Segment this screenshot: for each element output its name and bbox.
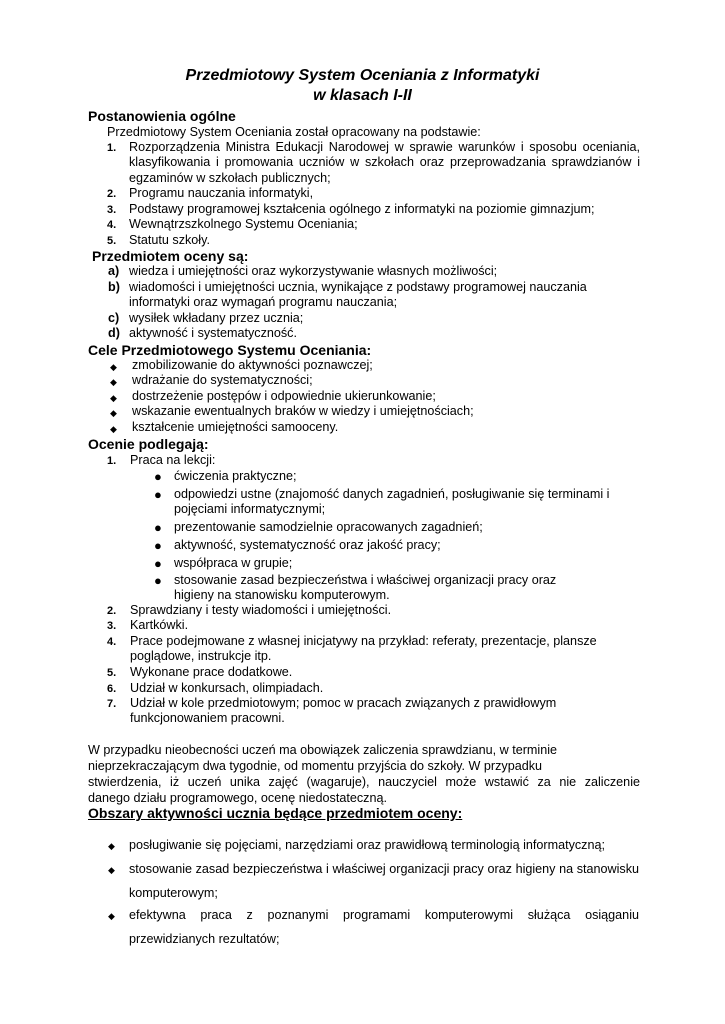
list-item-text: dostrzeżenie postępów i odpowiednie ukierunkowanie; [132,389,436,403]
list-number: 1. [107,455,117,467]
list-number: 5. [107,235,117,247]
diamond-bullet-icon: ◆ [108,911,115,921]
list-item-text: Udział w konkursach, olimpiadach. [130,681,324,695]
document-subtitle: w klasach I-II [313,87,412,104]
list-item-text: Podstawy programowej kształcenia ogólnego z informatyki na poziomie gimnazjum; [129,202,595,216]
sublist-item-text: stosowanie zasad bezpieczeństwa i właściwej organizacji pracy oraz higieny na stanowisku komputerowym. [174,573,557,603]
sublist-item-text: ćwiczenia praktyczne; [174,469,297,483]
list-item-text: Wykonane prace dodatkowe. [130,665,293,679]
list-item-text: stosowanie zasad bezpieczeństwa i właściwej organizacji pracy oraz higieny na stanowisku komputerowym; [129,862,639,900]
document-title: Przedmiotowy System Oceniania z Informatyki [185,67,540,84]
diamond-bullet-icon: ◆ [110,424,117,434]
absence-line: stwierdzenia, iż uczeń unika zajęć (wagaruje), nauczyciel może wstawić za nie zaliczenie [88,775,640,789]
list-number: 3. [107,620,117,632]
list-letter: c) [108,311,120,325]
diamond-bullet-icon: ◆ [108,841,115,851]
sublist-item-text: aktywność, systematyczność oraz jakość pracy; [174,538,441,552]
list-number: 2. [107,188,117,200]
list-item-text: Rozporządzenia Ministra Edukacji Narodowej w sprawie warunków i sposobu oceniania, klasyfikowania i promowania uczniów w szkołach oraz przeprowadzania sprawdzianów i egzaminów w szkołach publicznych; [129,140,640,185]
sublist-item-text: odpowiedzi ustne (znajomość danych zagadnień, posługiwanie się terminami i pojęciami informatycznymi; [174,487,610,517]
list-item-text: Wewnątrzszkolnego Systemu Oceniania; [129,217,358,231]
list-number: 2. [107,605,117,617]
round-bullet-icon: ● [154,520,162,535]
list-number: 3. [107,204,117,216]
diamond-bullet-icon: ◆ [110,377,117,387]
list-item-text: Sprawdziany i testy wiadomości i umiejętności. [130,603,392,617]
absence-line: nieprzekraczającym dwa tygodnie, od momentu przyjścia do szkoły. W przypadku [88,759,543,773]
round-bullet-icon: ● [154,573,162,588]
list-item-text: wysiłek wkładany przez ucznia; [129,311,304,325]
section-heading-subject: Przedmiotem oceny są: [92,248,249,264]
list-item-text: wskazanie ewentualnych braków w wiedzy i umiejętnościach; [132,404,474,418]
list-number: 4. [107,636,117,648]
general-intro: Przedmiotowy System Oceniania został opracowany na podstawie: [107,125,481,139]
round-bullet-icon: ● [154,556,162,571]
list-letter: a) [108,264,120,278]
list-number: 1. [107,142,117,154]
round-bullet-icon: ● [154,538,162,553]
diamond-bullet-icon: ◆ [110,393,117,403]
diamond-bullet-icon: ◆ [110,408,117,418]
list-item-text: Prace podejmowane z własnej inicjatywy na przykład: referaty, prezentacje, plansze poglądowe, instrukcje itp. [130,634,597,664]
list-item-text: wiadomości i umiejętności ucznia, wynikające z podstawy programowej nauczania informatyki oraz wymagań programu nauczania; [129,280,587,310]
list-item-text: zmobilizowanie do aktywności poznawczej; [132,358,373,372]
list-number: 4. [107,219,117,231]
section-heading-goals: Cele Przedmiotowego Systemu Oceniania: [88,342,372,358]
list-number: 5. [107,667,117,679]
list-item-text: wiedza i umiejętności oraz wykorzystywanie własnych możliwości; [129,264,498,278]
section-heading-areas: Obszary aktywności ucznia będące przedmiotem oceny: [88,805,463,821]
list-item-text: Programu nauczania informatyki, [129,186,314,200]
diamond-bullet-icon: ◆ [108,865,115,875]
list-item-text: Udział w kole przedmiotowym; pomoc w pracach związanych z prawidłowym funkcjonowaniem pracowni. [130,696,557,726]
diamond-bullet-icon: ◆ [110,362,117,372]
list-letter: d) [108,326,120,340]
list-item-text: posługiwanie się pojęciami, narzędziami oraz prawidłową terminologią informatyczną; [129,838,605,852]
round-bullet-icon: ● [154,487,162,502]
list-item-text: Praca na lekcji: [130,453,216,467]
absence-line: W przypadku nieobecności uczeń ma obowiązek zaliczenia sprawdzianu, w terminie [88,743,557,757]
section-heading-graded: Ocenie podlegają: [88,436,209,452]
list-item-text: Kartkówki. [130,618,189,632]
section-heading-general: Postanowienia ogólne [88,108,236,124]
list-number: 7. [107,698,117,710]
list-number: 6. [107,683,117,695]
absence-line: danego działu programowego, ocenę niedostateczną. [88,791,387,805]
round-bullet-icon: ● [154,469,162,484]
sublist-item-text: prezentowanie samodzielnie opracowanych zagadnień; [174,520,483,534]
list-item-text: wdrażanie do systematyczności; [132,373,313,387]
list-letter: b) [108,280,120,294]
list-item-text: aktywność i systematyczność. [129,326,297,340]
list-item-text: Statutu szkoły. [129,233,210,247]
sublist-item-text: współpraca w grupie; [174,556,293,570]
list-item-text: efektywna praca z poznanymi programami komputerowymi służąca osiąganiu przewidzianych rezultatów; [129,908,639,946]
list-item-text: kształcenie umiejętności samooceny. [132,420,339,434]
